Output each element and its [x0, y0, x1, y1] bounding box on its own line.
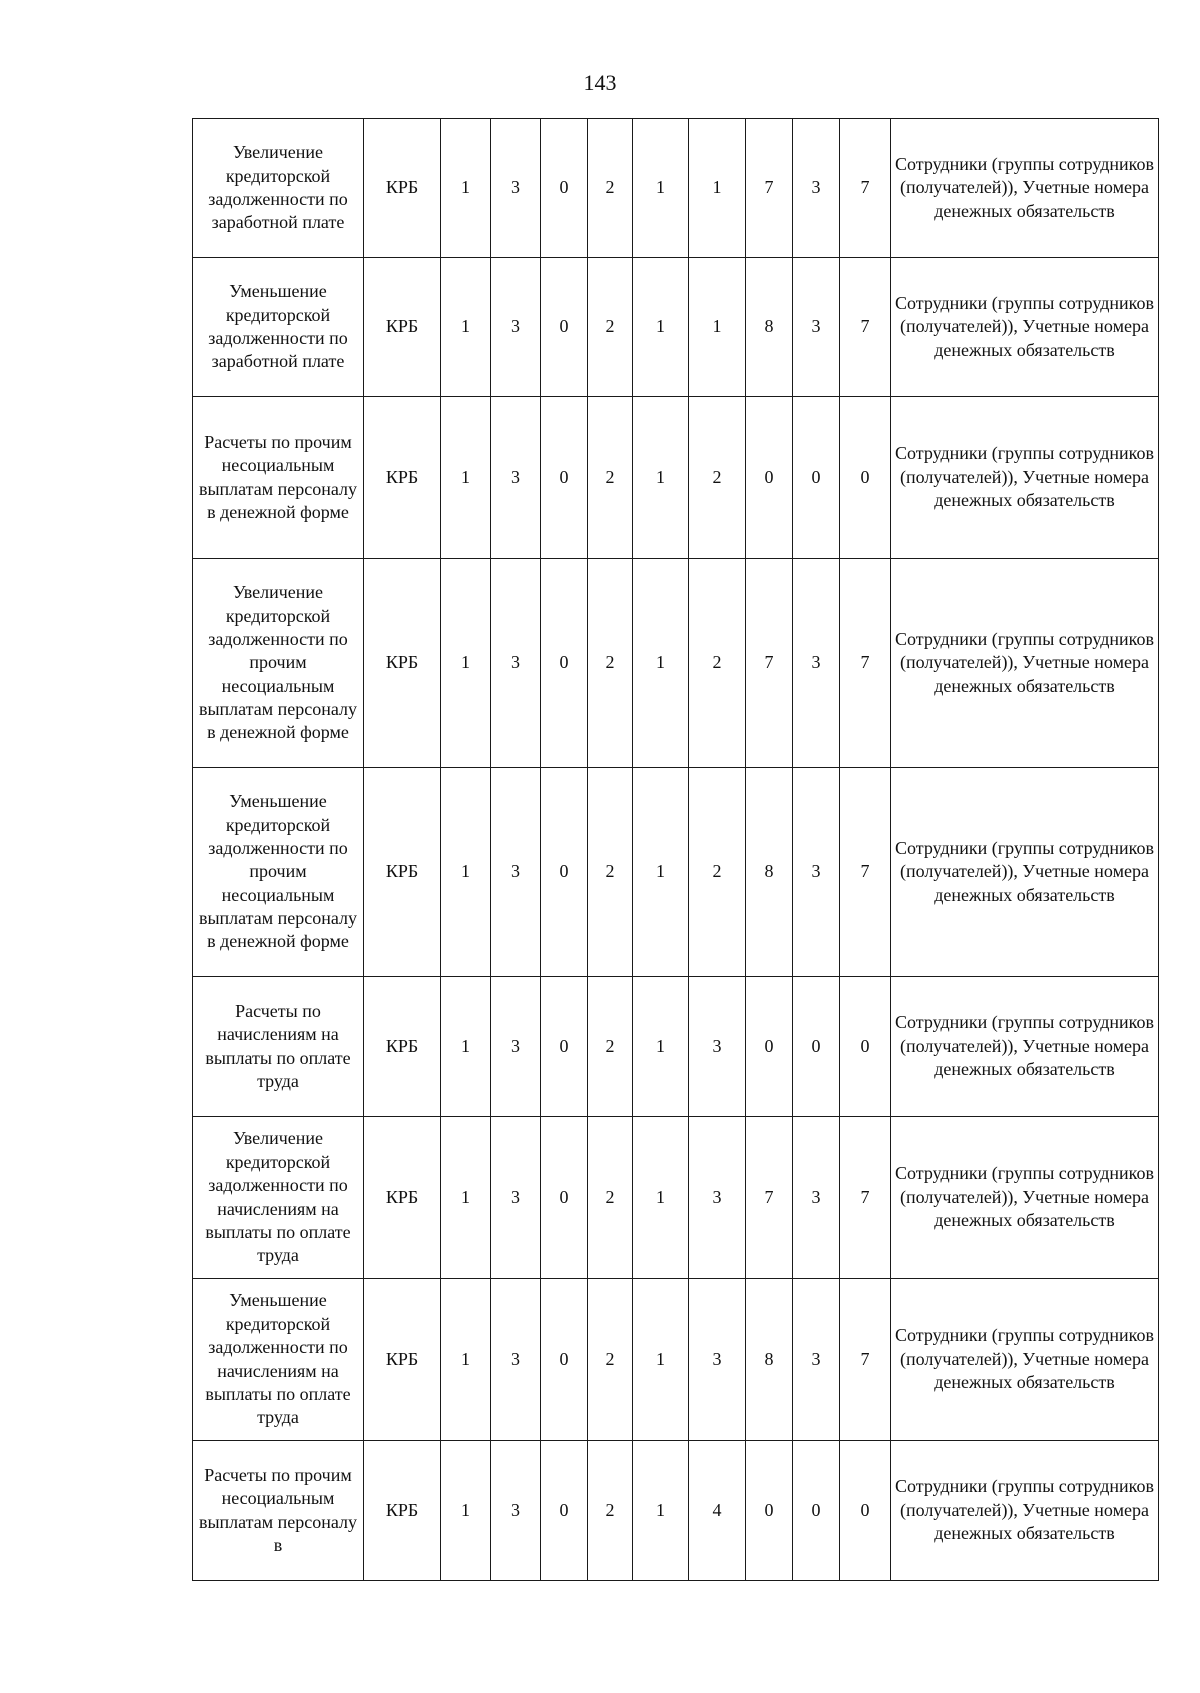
account-digit-cell: 1	[633, 1279, 689, 1441]
analytics-cell: Сотрудники (группы сотрудников (получателей)), Учетные номера денежных обязательств	[891, 977, 1159, 1117]
analytics-cell: Сотрудники (группы сотрудников (получателей)), Учетные номера денежных обязательств	[891, 1279, 1159, 1441]
account-digit-cell: 7	[840, 1279, 891, 1441]
account-digit-cell: 0	[541, 559, 588, 768]
account-digit-cell: 3	[491, 977, 541, 1117]
account-digit-cell: 3	[491, 559, 541, 768]
accounts-table	[192, 118, 1159, 1581]
account-digit-cell: 0	[541, 397, 588, 559]
account-digit-cell: 2	[689, 397, 746, 559]
account-digit-cell: 3	[491, 258, 541, 397]
account-digit-cell: 3	[491, 1117, 541, 1279]
account-digit-cell: 1	[441, 768, 491, 977]
table-row	[193, 397, 1159, 559]
account-digit-cell: 3	[689, 1279, 746, 1441]
account-digit-cell: 1	[633, 1117, 689, 1279]
account-digit-cell: 0	[541, 258, 588, 397]
account-digit-cell: 1	[689, 258, 746, 397]
account-name-cell: Уменьшение кредиторской задолженности по начислениям на выплаты по оплате труда	[193, 1279, 364, 1441]
account-digit-cell: 2	[689, 768, 746, 977]
analytics-code-cell: КРБ	[364, 977, 441, 1117]
account-digit-cell: 7	[746, 1117, 793, 1279]
account-digit-cell: 2	[689, 559, 746, 768]
account-digit-cell: 0	[541, 768, 588, 977]
account-digit-cell: 1	[441, 1279, 491, 1441]
analytics-cell: Сотрудники (группы сотрудников (получателей)), Учетные номера денежных обязательств	[891, 258, 1159, 397]
account-digit-cell: 0	[793, 977, 840, 1117]
account-digit-cell: 1	[633, 768, 689, 977]
account-name-cell: Расчеты по начислениям на выплаты по оплате труда	[193, 977, 364, 1117]
table-row	[193, 119, 1159, 258]
account-digit-cell: 3	[793, 258, 840, 397]
account-digit-cell: 0	[840, 397, 891, 559]
account-name-cell: Уменьшение кредиторской задолженности по прочим несоциальным выплатам персоналу в денежной форме	[193, 768, 364, 977]
account-digit-cell: 3	[491, 1441, 541, 1581]
account-digit-cell: 0	[541, 1441, 588, 1581]
analytics-cell: Сотрудники (группы сотрудников (получателей)), Учетные номера денежных обязательств	[891, 768, 1159, 977]
analytics-cell: Сотрудники (группы сотрудников (получателей)), Учетные номера денежных обязательств	[891, 559, 1159, 768]
account-digit-cell: 2	[588, 119, 633, 258]
table-row	[193, 1117, 1159, 1279]
table-row	[193, 258, 1159, 397]
analytics-code-cell: КРБ	[364, 1441, 441, 1581]
table-row	[193, 977, 1159, 1117]
account-digit-cell: 1	[633, 258, 689, 397]
account-digit-cell: 2	[588, 768, 633, 977]
accounts-table-body	[193, 119, 1159, 1581]
account-digit-cell: 3	[689, 977, 746, 1117]
account-digit-cell: 1	[441, 977, 491, 1117]
account-name-cell: Увеличение кредиторской задолженности по заработной плате	[193, 119, 364, 258]
analytics-cell: Сотрудники (группы сотрудников (получателей)), Учетные номера денежных обязательств	[891, 1441, 1159, 1581]
account-digit-cell: 2	[588, 1441, 633, 1581]
account-digit-cell: 2	[588, 1117, 633, 1279]
account-name-cell: Расчеты по прочим несоциальным выплатам персоналу в	[193, 1441, 364, 1581]
account-digit-cell: 0	[541, 1117, 588, 1279]
account-digit-cell: 0	[541, 1279, 588, 1441]
account-digit-cell: 1	[441, 1117, 491, 1279]
account-digit-cell: 0	[793, 397, 840, 559]
account-digit-cell: 2	[588, 258, 633, 397]
page-number: 143	[583, 70, 617, 95]
account-digit-cell: 1	[633, 559, 689, 768]
account-digit-cell: 7	[746, 559, 793, 768]
account-digit-cell: 3	[491, 1279, 541, 1441]
table-row	[193, 1279, 1159, 1441]
account-digit-cell: 0	[541, 119, 588, 258]
account-digit-cell: 8	[746, 258, 793, 397]
analytics-cell: Сотрудники (группы сотрудников (получателей)), Учетные номера денежных обязательств	[891, 119, 1159, 258]
account-digit-cell: 3	[793, 119, 840, 258]
account-digit-cell: 3	[491, 397, 541, 559]
account-digit-cell: 2	[588, 977, 633, 1117]
analytics-code-cell: КРБ	[364, 397, 441, 559]
account-digit-cell: 8	[746, 1279, 793, 1441]
account-digit-cell: 4	[689, 1441, 746, 1581]
account-digit-cell: 0	[840, 1441, 891, 1581]
account-digit-cell: 3	[793, 768, 840, 977]
account-digit-cell: 1	[441, 258, 491, 397]
analytics-code-cell: КРБ	[364, 559, 441, 768]
account-digit-cell: 1	[441, 119, 491, 258]
account-digit-cell: 3	[689, 1117, 746, 1279]
account-digit-cell: 1	[633, 397, 689, 559]
table-row	[193, 768, 1159, 977]
account-name-cell: Уменьшение кредиторской задолженности по заработной плате	[193, 258, 364, 397]
account-digit-cell: 0	[746, 1441, 793, 1581]
account-digit-cell: 7	[840, 768, 891, 977]
account-digit-cell: 2	[588, 1279, 633, 1441]
account-digit-cell: 3	[793, 559, 840, 768]
account-name-cell: Увеличение кредиторской задолженности по прочим несоциальным выплатам персоналу в денежной форме	[193, 559, 364, 768]
account-digit-cell: 7	[840, 258, 891, 397]
table-row	[193, 1441, 1159, 1581]
account-digit-cell: 1	[633, 119, 689, 258]
analytics-code-cell: КРБ	[364, 258, 441, 397]
account-digit-cell: 1	[633, 977, 689, 1117]
account-digit-cell: 7	[840, 1117, 891, 1279]
account-digit-cell: 0	[746, 397, 793, 559]
account-digit-cell: 8	[746, 768, 793, 977]
account-digit-cell: 3	[793, 1279, 840, 1441]
account-digit-cell: 2	[588, 397, 633, 559]
analytics-code-cell: КРБ	[364, 119, 441, 258]
account-digit-cell: 3	[491, 768, 541, 977]
account-name-cell: Расчеты по прочим несоциальным выплатам персоналу в денежной форме	[193, 397, 364, 559]
analytics-cell: Сотрудники (группы сотрудников (получателей)), Учетные номера денежных обязательств	[891, 397, 1159, 559]
account-digit-cell: 1	[441, 397, 491, 559]
account-digit-cell: 2	[588, 559, 633, 768]
account-digit-cell: 0	[746, 977, 793, 1117]
account-digit-cell: 3	[793, 1117, 840, 1279]
account-digit-cell: 7	[840, 119, 891, 258]
analytics-code-cell: КРБ	[364, 1279, 441, 1441]
account-digit-cell: 1	[441, 1441, 491, 1581]
table-row	[193, 559, 1159, 768]
account-digit-cell: 0	[541, 977, 588, 1117]
account-digit-cell: 1	[441, 559, 491, 768]
analytics-cell: Сотрудники (группы сотрудников (получателей)), Учетные номера денежных обязательств	[891, 1117, 1159, 1279]
account-digit-cell: 0	[793, 1441, 840, 1581]
account-digit-cell: 7	[840, 559, 891, 768]
account-digit-cell: 0	[840, 977, 891, 1117]
analytics-code-cell: КРБ	[364, 768, 441, 977]
account-digit-cell: 7	[746, 119, 793, 258]
account-digit-cell: 3	[491, 119, 541, 258]
account-digit-cell: 1	[633, 1441, 689, 1581]
analytics-code-cell: КРБ	[364, 1117, 441, 1279]
account-digit-cell: 1	[689, 119, 746, 258]
account-name-cell: Увеличение кредиторской задолженности по начислениям на выплаты по оплате труда	[193, 1117, 364, 1279]
